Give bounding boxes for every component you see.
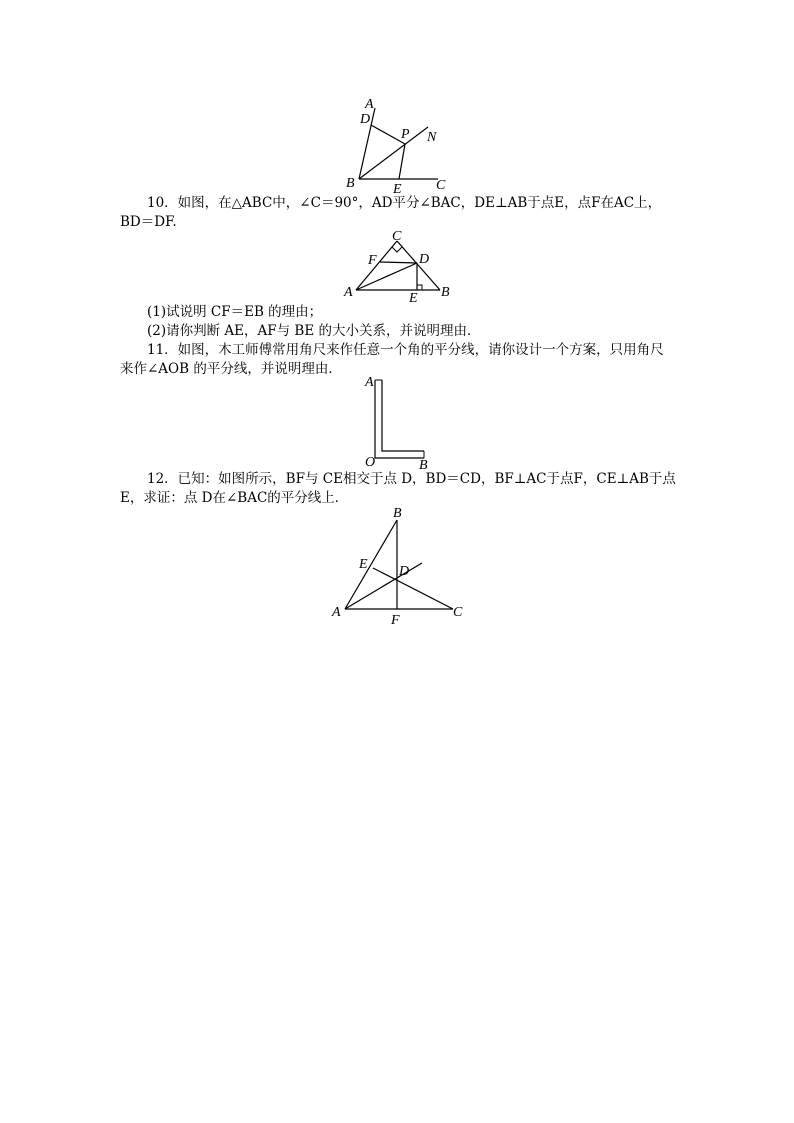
problem-10-text: 10．如图，在△ABC中，∠C＝90°，AD平分∠BAC，DE⊥AB于点E，点F在AC上，BD＝DF.	[120, 195, 662, 230]
label-a: A	[344, 285, 353, 300]
label-b: B	[346, 176, 355, 191]
label-d: D	[419, 252, 430, 267]
problem-11-text: 11．如图，木工师傅常用角尺来作任意一个角的平分线，请你设计一个方案，只用角尺来作∠AOB 的平分线，并说明理由．	[120, 342, 664, 377]
right-angle-mark-e	[417, 285, 422, 290]
segment-ad	[356, 263, 417, 290]
label-b: B	[441, 285, 450, 300]
label-e: E	[393, 182, 402, 197]
figure-11-svg	[360, 372, 440, 472]
label-p: P	[401, 127, 410, 142]
label-a: A	[365, 375, 374, 390]
label-e: E	[409, 291, 418, 306]
label-n: N	[427, 130, 437, 145]
figure-problem-11-carpenter-square	[360, 372, 440, 472]
segment-fd	[380, 262, 417, 263]
label-c: C	[392, 229, 402, 244]
label-f: F	[391, 613, 400, 628]
label-c: C	[436, 178, 446, 193]
label-c: C	[453, 605, 463, 620]
segment-dp	[371, 125, 405, 144]
label-e: E	[359, 557, 368, 572]
label-a: A	[365, 97, 374, 112]
figure-problem-10	[340, 228, 460, 306]
carpenter-square-inner	[382, 380, 424, 451]
segment-pe	[399, 144, 405, 179]
label-b: B	[419, 458, 428, 473]
label-d: D	[360, 112, 371, 127]
segment-ab	[345, 520, 397, 609]
figure-top-svg	[330, 92, 480, 197]
figure-problem-12	[325, 502, 470, 627]
figure-10-svg	[340, 228, 460, 306]
label-b: B	[393, 506, 402, 521]
label-f: F	[368, 253, 377, 268]
problem-12-text: 12．已知：如图所示，BF与 CE相交于点 D，BD＝CD，BF⊥AC于点F，CE⊥AB于点 E，求证：点 D在∠BAC的平分线上．	[120, 471, 676, 506]
segment-ce	[373, 568, 453, 609]
label-d: D	[399, 564, 410, 579]
label-a: A	[332, 605, 341, 620]
figure-12-svg	[325, 502, 470, 627]
label-o: O	[365, 455, 376, 470]
problem-10-question-1: (1)试说明 CF＝EB 的理由；	[147, 304, 323, 320]
problem-10-question-2: (2)请你判断 AE，AF与 BE 的大小关系，并说明理由．	[147, 323, 481, 339]
ray-ad	[345, 563, 422, 609]
figure-angle-bisector-p	[330, 92, 480, 197]
right-angle-mark-c	[392, 247, 402, 252]
